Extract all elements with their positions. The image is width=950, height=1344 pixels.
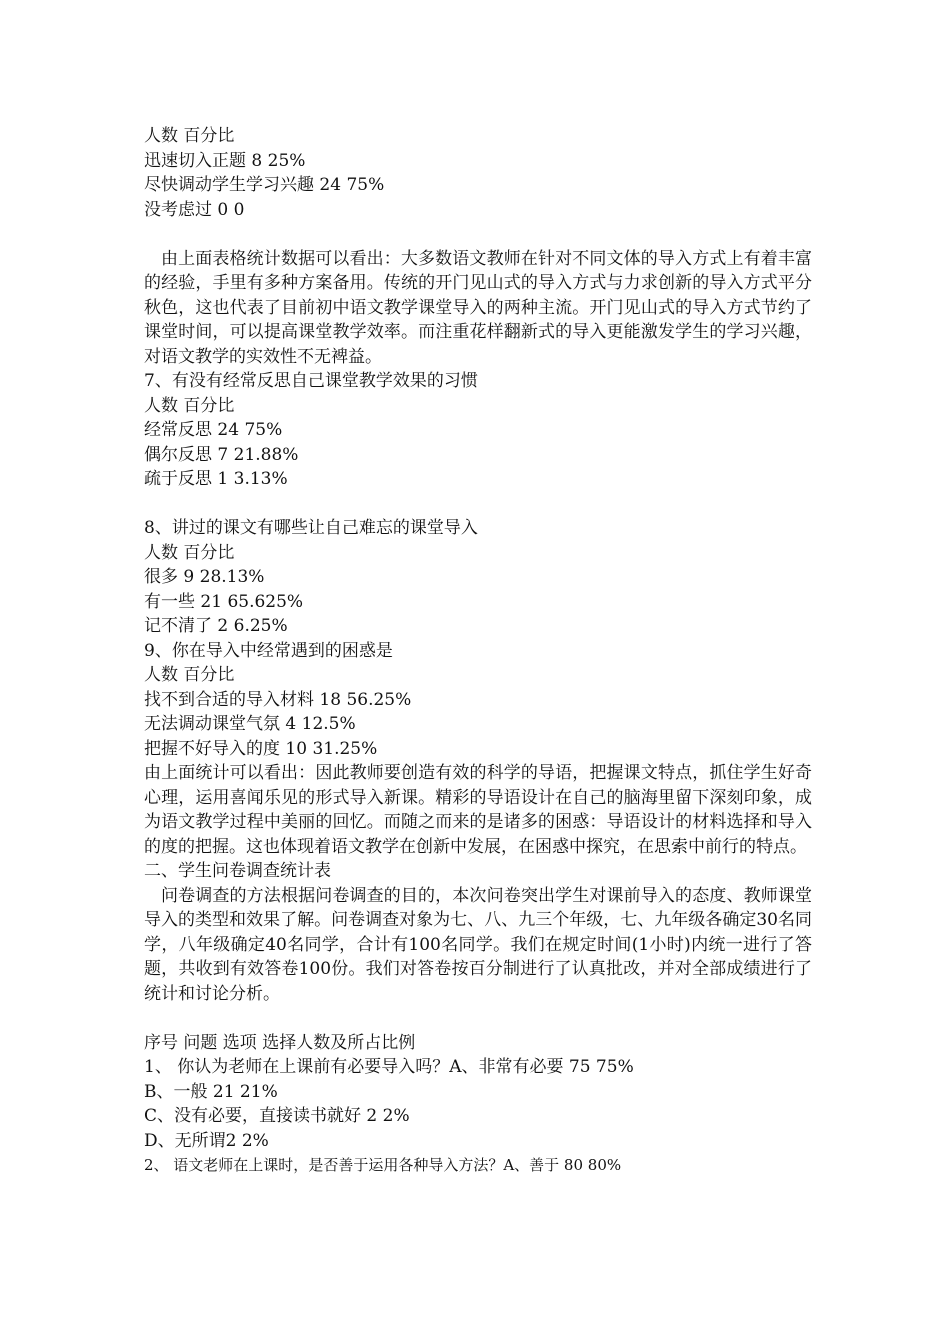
table-row: 把握不好导入的度 10 31.25% <box>144 738 378 759</box>
spacer <box>144 1006 812 1031</box>
spacer <box>144 222 812 247</box>
question-title: 8、讲过的课文有哪些让自己难忘的课堂导入 <box>144 518 478 538</box>
table-row: 没考虑过 0 0 <box>144 199 245 220</box>
survey-row: 2、 语文老师在上课时，是否善于运用各种导入方法？A、善于 80 80% <box>144 1156 622 1174</box>
survey-table-header: 序号 问题 选项 选择人数及所占比例 <box>144 1032 416 1053</box>
analysis-paragraph: 由上面表格统计数据可以看出：大多数语文教师在针对不同文体的导入方式上有着丰富的经验，手里有多种方案备用。传统的开门见山式的导入方式与力求创新的导入方式平分秋色，这也代表了目前初中语文教学课堂导入的两种主流。开门见山式的导入方式节约了课堂时间，可以提高课堂教学效率。而注重花样翻新式的导入更能激发学生的学习兴趣，对语文教学的实效性不无裨益。 <box>144 248 812 367</box>
analysis-paragraph: 由上面统计可以看出：因此教师要创造有效的科学的导语，把握课文特点，抓住学生好奇心理，运用喜闻乐见的形式导入新课。精彩的导语设计在自己的脑海里留下深刻印象，成为语文教学过程中美丽的回忆。而随之而来的是诸多的困惑：导语设计的材料选择和导入的度的把握。这也体现着语文教学在创新中发展，在困惑中探究，在思索中前行的特点。 <box>144 763 812 857</box>
section-intro-paragraph: 问卷调查的方法根据问卷调查的目的，本次问卷突出学生对课前导入的态度、教师课堂导入的类型和效果了解。问卷调查对象为七、八、九三个年级，七、九年级各确定30名同学，八年级确定40名同学，合计有100名同学。我们在规定时间(1小时)内统一进行了答题，共收到有效答卷100份。我们对答卷按百分制进行了认真批改，并对全部成绩进行了统计和讨论分析。 <box>144 885 812 1004</box>
section-title: 二、学生问卷调查统计表 <box>144 861 331 881</box>
table-header: 人数 百分比 <box>144 542 235 563</box>
survey-row: B、一般 21 21% <box>144 1081 278 1102</box>
table-row: 偶尔反思 7 21.88% <box>144 444 299 465</box>
table-row: 无法调动课堂气氛 4 12.5% <box>144 714 356 734</box>
table-row: 尽快调动学生学习兴趣 24 75% <box>144 175 385 195</box>
table-row: 找不到合适的导入材料 18 56.25% <box>144 689 412 710</box>
table-header: 人数 百分比 <box>144 665 235 685</box>
table-row: 迅速切入正题 8 25% <box>144 150 306 171</box>
survey-row: 1、 你认为老师在上课前有必要导入吗？A、非常有必要 75 75% <box>144 1057 634 1077</box>
table-row: 很多 9 28.13% <box>144 567 265 587</box>
table-row: 经常反思 24 75% <box>144 420 283 440</box>
table-header: 人数 百分比 <box>144 395 235 416</box>
spacer <box>144 492 812 517</box>
table-row: 记不清了 2 6.25% <box>144 616 288 636</box>
survey-row: D、无所谓2 2% <box>144 1130 269 1151</box>
survey-row: C、没有必要，直接读书就好 2 2% <box>144 1106 410 1126</box>
table-header: 人数 百分比 <box>144 126 235 146</box>
document-page <box>144 124 812 1178</box>
table-row: 有一些 21 65.625% <box>144 591 304 612</box>
question-title: 7、有没有经常反思自己课堂教学效果的习惯 <box>144 371 478 391</box>
table-row: 疏于反思 1 3.13% <box>144 469 288 489</box>
question-title: 9、你在导入中经常遇到的困惑是 <box>144 640 393 661</box>
